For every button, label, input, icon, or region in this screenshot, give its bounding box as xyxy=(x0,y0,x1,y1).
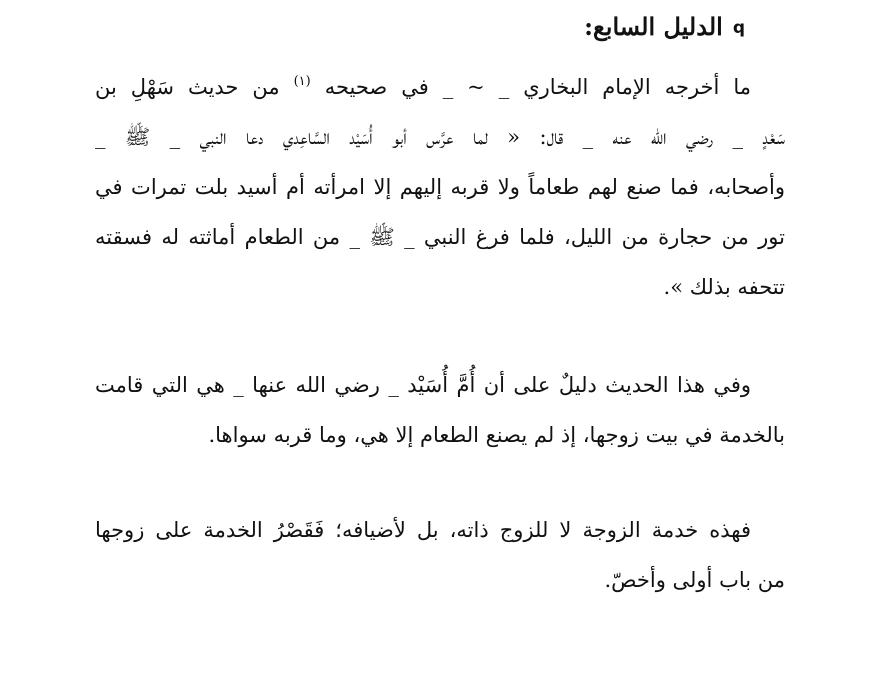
heading-bullet: q xyxy=(732,18,745,38)
paragraph-line: من باب أولى وأخصّ. xyxy=(604,568,785,592)
paragraph-line: وفي هذا الحديث دليلٌ على أن أُمَّ أُسَيْد _ رضي الله عنها _ هي التي قامت xyxy=(95,373,751,397)
paragraph-line: تور من حجارة من الليل، فلما فرغ النبي _ ﷺ _ من الطعام أماثته له فسقته xyxy=(95,225,785,249)
paragraph-line xyxy=(95,62,785,112)
footnote-marker: (١) xyxy=(293,74,311,89)
line-text: من حديث سَهْلِ بن xyxy=(95,75,280,99)
commentary-paragraph xyxy=(95,360,785,460)
line-text: ما أخرجه الإمام البخاري _ ~ _ في صحيحه xyxy=(324,75,751,99)
paragraph-line: سَعْدٍ _ رضي الله عنه _ قال: « لما عرَّس أبو أُسَيْد السَّاعِدي دعا النبي _ ﷺ _ xyxy=(95,125,785,149)
paragraph-line: فهذه خدمة الزوجة لا للزوج ذاته، بل لأضيافه؛ فَقَصْرُ الخدمة على زوجها xyxy=(95,518,751,542)
paragraph-line: تتحفه بذلك ». xyxy=(663,275,785,299)
conclusion-paragraph xyxy=(95,505,785,605)
heading-title: الدليل السابع: xyxy=(584,12,723,41)
document-page xyxy=(95,0,785,680)
section-heading xyxy=(584,12,745,41)
hadith-paragraph xyxy=(95,62,785,312)
paragraph-line: بالخدمة في بيت زوجها، إذ لم يصنع الطعام إلا هي، وما قربه سواها. xyxy=(208,423,785,447)
paragraph-line: وأصحابه، فما صنع لهم طعاماً ولا قربه إليهم إلا امرأته أم أسيد بلت تمرات في xyxy=(95,175,785,199)
